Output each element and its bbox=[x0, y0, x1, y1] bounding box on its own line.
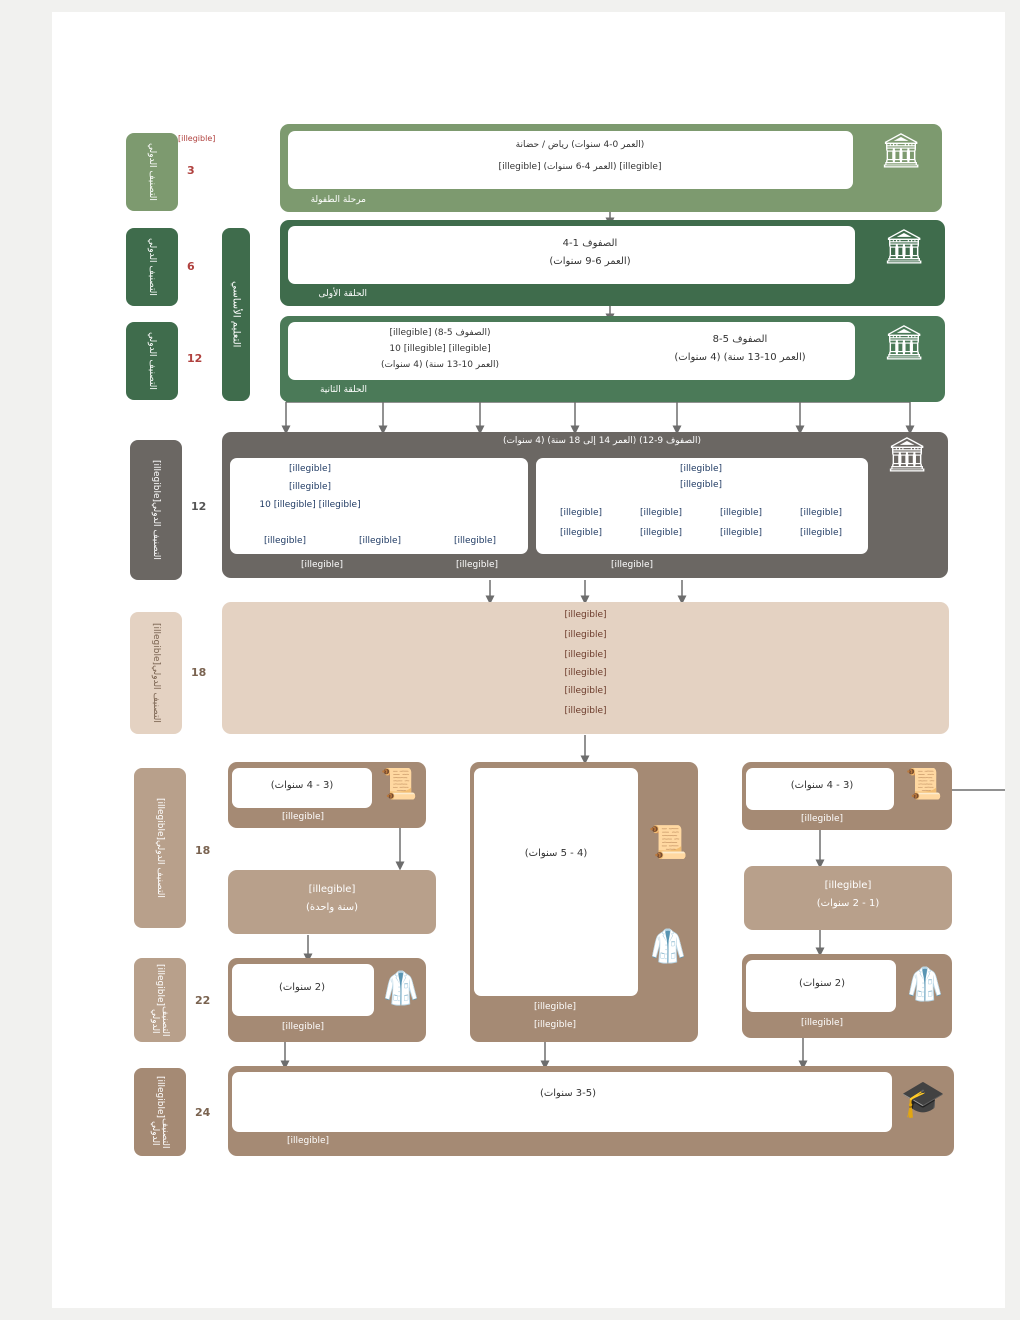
professional-duration: (4 - 5 سنوات) bbox=[524, 848, 588, 859]
side-box-cycle2 bbox=[126, 322, 178, 400]
cycle2-left-line2: [illegible] 10 [illegible] bbox=[389, 344, 491, 354]
diploma-right-line2: (1 - 2 سنوات) bbox=[816, 898, 880, 909]
side-label: التصنيف الدولي bbox=[151, 502, 161, 560]
school-building-icon: 🏛 bbox=[885, 435, 929, 475]
preschool-stage bbox=[280, 124, 942, 212]
side-label: التصنيف الدولي bbox=[147, 238, 157, 296]
side-number: 12 bbox=[191, 500, 207, 513]
doctorate-label: [illegible] bbox=[286, 1136, 330, 1146]
professional-degree bbox=[470, 762, 698, 1042]
side-number: 3 bbox=[187, 164, 195, 177]
side-box-doctorate bbox=[134, 1068, 186, 1156]
track-option: [illegible] bbox=[358, 536, 402, 546]
master-right-label: [illegible] bbox=[800, 1018, 844, 1028]
master-left-duration: (2 سنوات) bbox=[278, 982, 326, 993]
preschool-line2: [illegible] (العمر 4-6 سنوات) [illegible] bbox=[498, 162, 662, 172]
bachelor-left-label: [illegible] bbox=[281, 812, 325, 822]
secondary-tab-right: [illegible] bbox=[610, 560, 654, 570]
side-number: 18 bbox=[191, 666, 207, 679]
side-label: التصنيف الدولي bbox=[147, 143, 157, 201]
side-box-postsec bbox=[130, 612, 182, 734]
graduation-gown-icon: 🥼 bbox=[381, 969, 421, 1007]
cycle2-stage bbox=[280, 316, 945, 402]
track-option: [illegible] bbox=[639, 528, 683, 538]
secondary-right-title1: [illegible] bbox=[679, 464, 723, 474]
secondary-right-title2: [illegible] bbox=[679, 480, 723, 490]
secondary-tab-left: [illegible] bbox=[300, 560, 344, 570]
secondary-stage bbox=[222, 432, 948, 578]
side-box-preschool bbox=[126, 133, 178, 211]
side-sublabel: [illegible] bbox=[155, 798, 165, 841]
secondary-header: (الصفوف 9-12) (العمر 14 إلى 18 سنة) (4 سنوات) bbox=[502, 436, 702, 446]
bachelor-right-label: [illegible] bbox=[800, 814, 844, 824]
professional-degree-content bbox=[474, 768, 638, 996]
school-building-icon: 🏛 bbox=[879, 131, 923, 171]
diploma-right bbox=[744, 866, 952, 930]
diploma-left-line1: [illegible] bbox=[308, 884, 356, 895]
side-note: [illegible] bbox=[178, 134, 216, 143]
side-number: 24 bbox=[195, 1106, 211, 1119]
cycle2-right-line2: (العمر 10-13 سنة) (4 سنوات) bbox=[674, 352, 806, 363]
master-left bbox=[228, 958, 426, 1042]
track-option: [illegible] bbox=[799, 508, 843, 518]
secondary-left-title1: [illegible] bbox=[288, 464, 332, 474]
side-number: 22 bbox=[195, 994, 211, 1007]
track-option: [illegible] bbox=[559, 508, 603, 518]
professional-label2: [illegible] bbox=[533, 1020, 577, 1030]
side-label: التصنيف الدولي bbox=[150, 1005, 170, 1037]
doctorate-stage bbox=[228, 1066, 954, 1156]
side-sublabel: [illegible] bbox=[155, 963, 165, 1006]
secondary-left-title3: [illegible] 10 [illegible] bbox=[259, 500, 361, 510]
preschool-line1: (العمر 0-4 سنوات) رياض / حضانة bbox=[515, 140, 645, 150]
cycle2-left-line1: (الصفوف 5-8) [illegible] bbox=[389, 328, 491, 338]
doctorate-duration: (3-5 سنوات) bbox=[539, 1088, 597, 1099]
side-label: التصنيف الدولي bbox=[151, 665, 161, 723]
side-number: 18 bbox=[195, 844, 211, 857]
postsec-line: [illegible] bbox=[564, 610, 607, 620]
side-sublabel: [illegible] bbox=[155, 1075, 165, 1118]
basic-education-label: التعليم الأساسي bbox=[230, 281, 242, 348]
track-option: [illegible] bbox=[719, 508, 763, 518]
graduation-gown-icon: 🥼 bbox=[648, 927, 688, 965]
secondary-right-panel bbox=[536, 458, 868, 554]
side-box-bachelor bbox=[134, 768, 186, 928]
diploma-scroll-icon: 📜 bbox=[648, 823, 688, 861]
master-left-label: [illegible] bbox=[281, 1022, 325, 1032]
postsec-line: [illegible] bbox=[564, 686, 607, 696]
basic-education-bar bbox=[222, 228, 250, 401]
track-option: [illegible] bbox=[453, 536, 497, 546]
master-right-duration: (2 سنوات) bbox=[798, 978, 846, 989]
cycle1-line1: الصفوف 1-4 bbox=[562, 238, 618, 249]
side-box-master bbox=[134, 958, 186, 1042]
graduation-cap-icon: 🎓 bbox=[900, 1079, 946, 1120]
secondary-left-panel bbox=[230, 458, 528, 554]
cycle2-right-line1: الصفوف 5-8 bbox=[712, 334, 768, 345]
track-option: [illegible] bbox=[263, 536, 307, 546]
side-number: 6 bbox=[187, 260, 195, 273]
side-sublabel: [illegible] bbox=[151, 623, 161, 666]
side-box-cycle1 bbox=[126, 228, 178, 306]
secondary-tab-mid: [illegible] bbox=[455, 560, 499, 570]
side-box-secondary bbox=[130, 440, 182, 580]
diploma-scroll-icon: 📜 bbox=[905, 767, 943, 802]
bachelor-right-duration: (3 - 4 سنوات) bbox=[790, 780, 854, 791]
side-label: التصنيف الدولي bbox=[147, 332, 157, 390]
graduation-gown-icon: 🥼 bbox=[905, 965, 945, 1003]
secondary-left-title2: [illegible] bbox=[288, 482, 332, 492]
preschool-label: مرحلة الطفولة bbox=[310, 195, 366, 205]
professional-label1: [illegible] bbox=[533, 1002, 577, 1012]
bachelor-left-duration: (3 - 4 سنوات) bbox=[270, 780, 334, 791]
side-number: 12 bbox=[187, 352, 203, 365]
postsec-line: [illegible] bbox=[564, 630, 607, 640]
master-right bbox=[742, 954, 952, 1038]
bachelor-right bbox=[742, 762, 952, 830]
cycle2-left-line3: (العمر 10-13 سنة) (4 سنوات) bbox=[380, 360, 500, 370]
postsec-line: [illegible] bbox=[564, 706, 607, 716]
school-building-icon: 🏛 bbox=[882, 323, 926, 363]
bachelor-left bbox=[228, 762, 426, 828]
cycle2-label: الحلقة الثانية bbox=[319, 385, 367, 395]
cycle1-label: الحلقة الأولى bbox=[318, 289, 367, 299]
track-option: [illegible] bbox=[639, 508, 683, 518]
side-label: التصنيف الدولي bbox=[150, 1117, 170, 1149]
diploma-right-line1: [illegible] bbox=[824, 880, 872, 891]
cycle1-content bbox=[288, 226, 855, 284]
diploma-scroll-icon: 📜 bbox=[380, 767, 418, 802]
school-building-icon: 🏛 bbox=[882, 227, 926, 267]
cycle1-line2: (العمر 6-9 سنوات) bbox=[549, 256, 631, 267]
track-option: [illegible] bbox=[799, 528, 843, 538]
diploma-left bbox=[228, 870, 436, 934]
diploma-left-line2: (سنة واحدة) bbox=[305, 902, 359, 913]
doctorate-content bbox=[232, 1072, 892, 1132]
cycle1-stage bbox=[280, 220, 945, 306]
track-option: [illegible] bbox=[719, 528, 763, 538]
postsec-line: [illegible] bbox=[564, 650, 607, 660]
side-sublabel: [illegible] bbox=[151, 460, 161, 503]
side-label: التصنيف الدولي bbox=[155, 840, 165, 898]
postsecondary-stage bbox=[222, 602, 949, 734]
track-option: [illegible] bbox=[559, 528, 603, 538]
postsec-line: [illegible] bbox=[564, 668, 607, 678]
